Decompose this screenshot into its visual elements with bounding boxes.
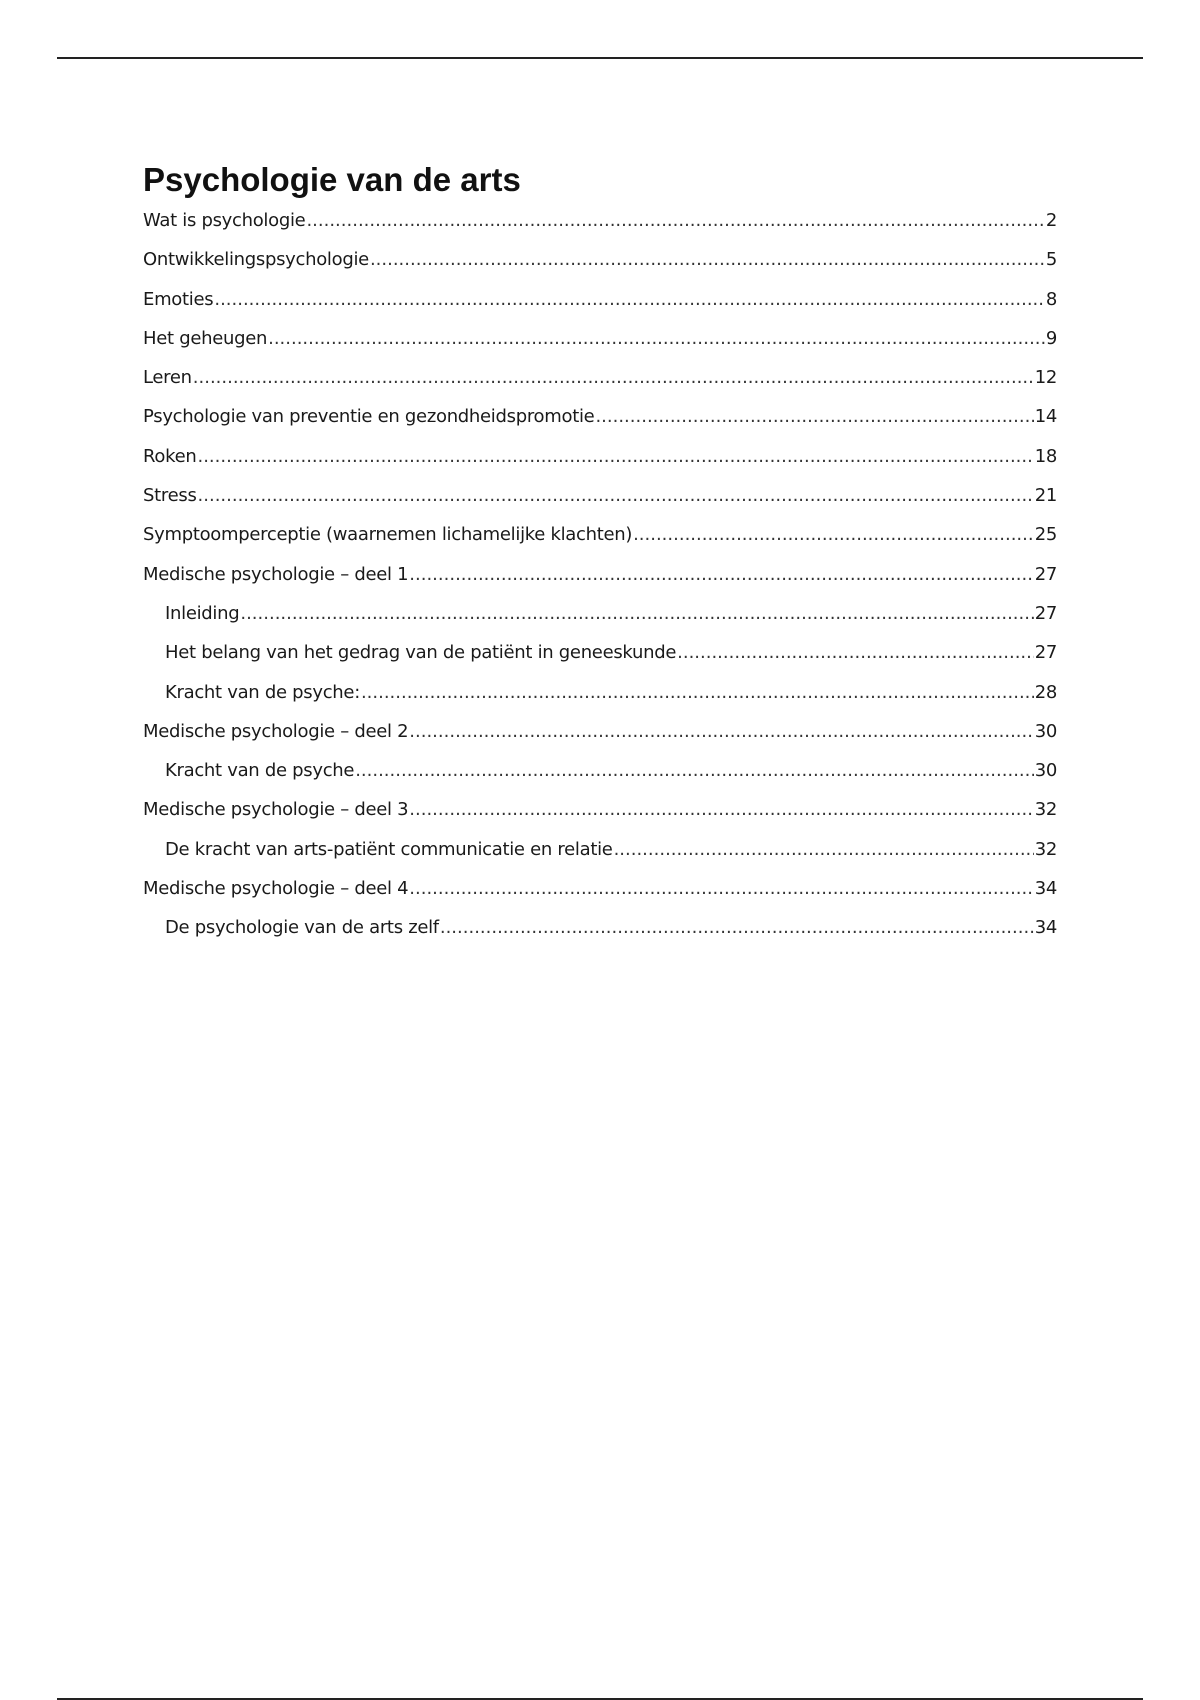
toc-entry-label: Emoties (143, 288, 214, 310)
toc-dot-leader (198, 485, 1034, 506)
toc-entry-label: Medische psychologie – deel 1 (143, 563, 409, 585)
toc-entry[interactable] (143, 485, 1057, 524)
toc-dot-leader (614, 839, 1034, 860)
toc-subentry[interactable] (143, 839, 1057, 878)
toc-page-number: 5 (1045, 249, 1057, 271)
toc-entry-label: Inleiding (165, 602, 240, 624)
toc-dot-leader (440, 917, 1034, 938)
toc-page-number: 34 (1034, 917, 1057, 939)
toc-entry-label: Symptoomperceptie (waarnemen lichamelijke klachten) (143, 524, 633, 546)
toc-entry[interactable] (143, 406, 1057, 445)
toc-entry-label: Het geheugen (143, 327, 268, 349)
toc-entry-label: Roken (143, 445, 197, 467)
toc-entry-label: Ontwikkelingspsychologie (143, 249, 369, 271)
toc-page-number: 12 (1034, 367, 1057, 389)
toc-entry[interactable] (143, 878, 1057, 917)
toc-page-number: 9 (1045, 327, 1057, 349)
toc-page-number: 25 (1034, 524, 1057, 546)
toc-page-number: 32 (1034, 799, 1057, 821)
toc-entry-label: Wat is psychologie (143, 210, 306, 231)
toc-dot-leader (633, 524, 1034, 545)
toc-dot-leader (409, 564, 1033, 585)
toc-dot-leader (240, 603, 1033, 624)
toc-entry-label: Medische psychologie – deel 3 (143, 799, 409, 821)
toc-page-number: 30 (1034, 760, 1057, 782)
toc-dot-leader (193, 367, 1034, 388)
toc-dot-leader (361, 682, 1034, 703)
toc-dot-leader (306, 210, 1044, 231)
toc-page-number: 27 (1034, 602, 1057, 624)
toc-dot-leader (677, 642, 1034, 663)
toc-entry-label: Kracht van de psyche: (165, 681, 360, 703)
toc-page-number: 27 (1034, 563, 1057, 585)
toc-entry[interactable] (143, 328, 1057, 367)
toc-list (143, 210, 1057, 957)
toc-entry-label: Leren (143, 367, 192, 389)
toc-entry[interactable] (143, 564, 1057, 603)
toc-dot-leader (214, 289, 1045, 310)
toc-subentry[interactable] (143, 603, 1057, 642)
toc-entry[interactable] (143, 210, 1057, 249)
toc-page-number: 2 (1045, 210, 1057, 231)
header-rule (57, 57, 1143, 59)
toc-entry[interactable] (143, 446, 1057, 485)
toc-subentry[interactable] (143, 917, 1057, 956)
toc-entry-label: Medische psychologie – deel 4 (143, 878, 409, 900)
toc-page-number: 28 (1034, 681, 1057, 703)
toc-entry[interactable] (143, 249, 1057, 288)
toc-subentry[interactable] (143, 682, 1057, 721)
toc-page-number: 18 (1034, 445, 1057, 467)
toc-subentry[interactable] (143, 760, 1057, 799)
toc-dot-leader (409, 878, 1033, 899)
toc-page-number: 14 (1034, 406, 1057, 428)
toc-dot-leader (355, 760, 1033, 781)
toc-dot-leader (595, 406, 1033, 427)
toc-entry[interactable] (143, 524, 1057, 563)
toc-entry-label: De kracht van arts-patiënt communicatie en relatie (165, 838, 613, 860)
toc-entry[interactable] (143, 367, 1057, 406)
document-title: Psychologie van de arts (143, 161, 521, 198)
toc-entry-label: Stress (143, 485, 197, 507)
toc-entry-label: Psychologie van preventie en gezondheidspromotie (143, 406, 595, 428)
toc-entry-label: Medische psychologie – deel 2 (143, 720, 409, 742)
toc-page-number: 21 (1034, 485, 1057, 507)
toc-dot-leader (268, 328, 1045, 349)
toc-subentry[interactable] (143, 642, 1057, 681)
table-of-contents (143, 160, 1057, 957)
toc-page-number: 30 (1034, 720, 1057, 742)
toc-entry[interactable] (143, 799, 1057, 838)
toc-page-number: 8 (1045, 288, 1057, 310)
toc-dot-leader (409, 799, 1033, 820)
toc-entry-label: De psychologie van de arts zelf (165, 917, 439, 939)
toc-entry[interactable] (143, 721, 1057, 760)
toc-entry-label: Het belang van het gedrag van de patiënt in geneeskunde (165, 642, 677, 664)
toc-entry[interactable] (143, 289, 1057, 328)
toc-page-number: 27 (1034, 642, 1057, 664)
toc-dot-leader (370, 249, 1045, 270)
toc-page-number: 32 (1034, 838, 1057, 860)
toc-dot-leader (197, 446, 1033, 467)
toc-dot-leader (409, 721, 1033, 742)
toc-page-number: 34 (1034, 878, 1057, 900)
toc-entry-label: Kracht van de psyche (165, 760, 355, 782)
